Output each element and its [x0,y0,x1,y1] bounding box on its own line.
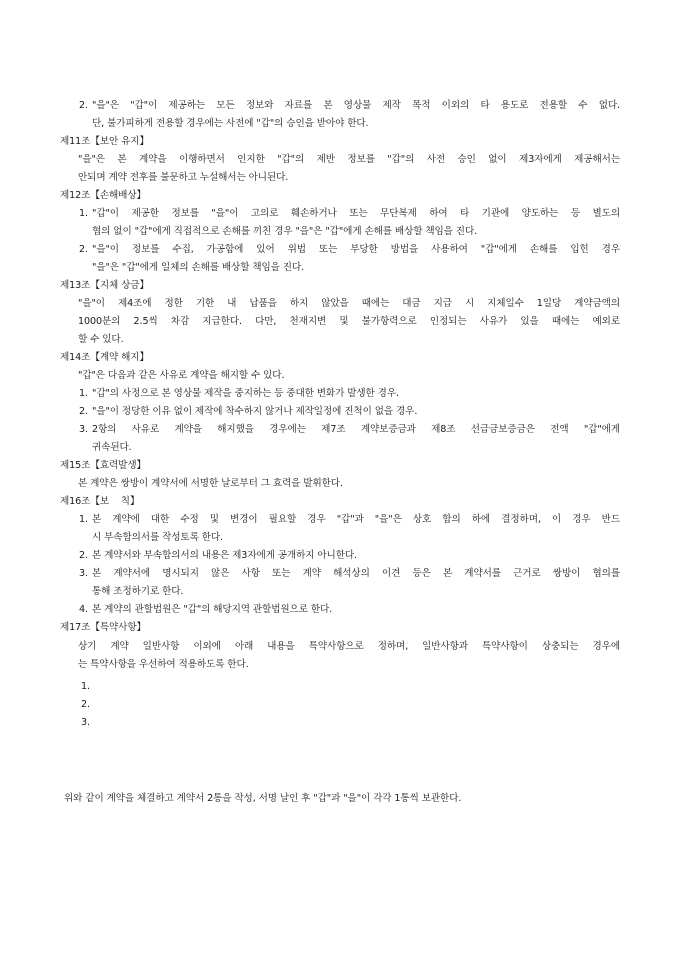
art13-line2: 1000분의 2.5씩 차감 지급한다. 다만, 천재지변 및 불가항력으로 인정되는 사유가 있을 때에는 예외로 [78,316,620,327]
art11-line2: 안되며 계약 전후를 불문하고 누설해서는 아니된다. [78,172,289,183]
art17-line1: 상기 계약 일반사항 이외에 아래 내용을 특약사항으로 정하며, 일반사항과 특약사항이 상충되는 경우에 [78,641,620,652]
art14-intro: "갑"은 다음과 같은 사유로 계약을 해지할 수 있다. [78,370,285,381]
art14-item1: "갑"의 사정으로 본 영상물 제작을 중지하는 등 중대한 변화가 발생한 경우. [92,388,399,399]
art16-item3-line2: 통해 조정하기로 한다. [92,586,184,597]
art14-item3-line1: 2항의 사유로 계약을 해지했을 경우에는 제7조 계약보증금과 제8조 선급금보증금은 전액 "갑"에게 [92,424,620,435]
art14-item2-number: 2. [79,406,88,417]
art13-line3: 할 수 있다. [78,334,124,345]
art12-item2-line2: "을"은 "갑"에게 일체의 손해를 배상할 책임을 진다. [92,262,305,273]
art12-item2-number: 2. [79,244,88,255]
art13-line1: "을"이 제4조에 정한 기한 내 납품을 하지 않았을 때에는 대금 지급 시 지체일수 1일당 계약금액의 [78,298,620,309]
art16-item1-line1: 본 계약에 대한 수정 및 변경이 필요할 경우 "갑"과 "을"은 상호 합의 하에 결정하며, 이 경우 반드 [92,514,620,525]
art12-item1-line2: 협의 없이 "갑"에게 직접적으로 손해를 끼친 경우 "을"은 "갑"에게 손해를 배상할 책임을 진다. [92,226,478,237]
art16-item3-number: 3. [79,568,88,579]
art14-item1-number: 1. [79,388,88,399]
art17-heading: 제17조【특약사항】 [60,622,147,633]
art14-item3-line2: 귀속된다. [92,442,132,453]
art15-line1: 본 계약은 쌍방이 계약서에 서명한 날로부터 그 효력을 발휘한다. [78,478,343,489]
art16-item4-number: 4. [79,604,88,615]
art17-blank-item-2: 2. [81,699,90,710]
art12-item1-line1: "갑"이 제공한 정보를 "을"이 고의로 훼손하거나 또는 무단복제 하여 타 기관에 양도하는 등 별도의 [92,208,620,219]
art17-blank-item-3: 3. [81,717,90,728]
art14-item2: "을"이 정당한 이유 없이 제작에 착수하지 않거나 제작일정에 진척이 없을 경우. [92,406,418,417]
closing-statement: 위와 같이 계약을 체결하고 계약서 2통을 작성, 서명 날인 후 "갑"과 "을"이 각각 1통씩 보관한다. [64,793,462,804]
art13-heading: 제13조【지체 상금】 [60,280,149,291]
art17-blank-item-1: 1. [81,681,90,692]
art16-item3-line1: 본 계약서에 명시되지 않은 사항 또는 계약 해석상의 이견 등은 본 계약서를 근거로 쌍방이 협의를 [92,568,620,579]
art10-item2-line2: 단, 불가피하게 전용할 경우에는 사전에 "갑"의 승인을 받아야 한다. [92,118,369,129]
art12-item2-line1: "을"이 정보를 수집, 가공함에 있어 위법 또는 부당한 방법을 사용하여 "갑"에게 손해를 입힌 경우 [92,244,620,255]
art15-heading: 제15조【효력발생】 [60,460,147,471]
art10-item2-number: 2. [79,100,88,111]
art14-heading: 제14조【계약 해지】 [60,352,149,363]
art11-heading: 제11조【보안 유지】 [60,136,149,147]
art10-item2-line1: "을"은 "갑"이 제공하는 모든 정보와 자료를 본 영상물 제작 목적 이외의 타 용도로 전용할 수 없다. [92,100,620,111]
art11-line1: "을"은 본 계약을 이행하면서 인지한 "갑"의 제반 정보를 "갑"의 사전 승인 없이 제3자에게 제공해서는 [78,154,620,165]
art12-item1-number: 1. [79,208,88,219]
art17-line2: 는 특약사항을 우선하여 적용하도록 한다. [78,659,249,670]
art16-item2-number: 2. [79,550,88,561]
art14-item3-number: 3. [79,424,88,435]
art16-item2: 본 계약서와 부속합의서의 내용은 제3자에게 공개하지 아니한다. [92,550,358,561]
art16-item1-line2: 시 부속합의서를 작성토록 한다. [92,532,223,543]
art12-heading: 제12조【손해배상】 [60,190,147,201]
art16-heading: 제16조【보 칙】 [60,496,140,507]
art16-item4: 본 계약의 관할법원은 "갑"의 해당지역 관할법원으로 한다. [92,604,333,615]
art16-item1-number: 1. [79,514,88,525]
